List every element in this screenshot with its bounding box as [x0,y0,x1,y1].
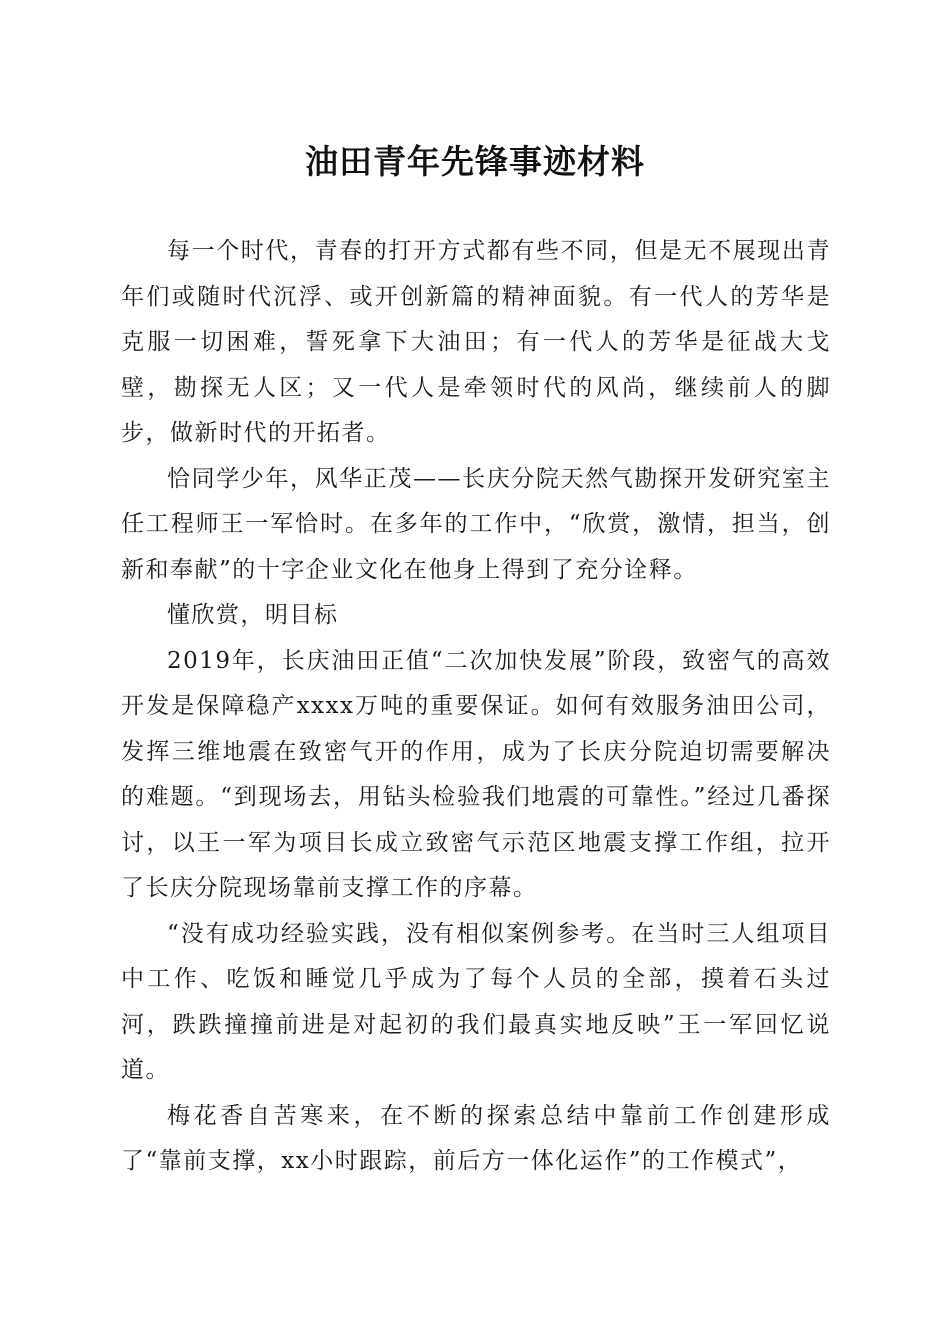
paragraph-quote: “没有成功经验实践，没有相似案例参考。在当时三人组项目中工作、吃饭和睡觉几乎成为了每个人员的全部，摸着石头过河，跌跌撞撞前进是对起初的我们最真实地反映”王一军回忆说道。 [121,920,831,1083]
document-body [121,229,831,1185]
paragraph-2019: 2019年，长庆油田正值“二次加快发展”阶段，致密气的高效开发是保障稳产xxxx万吨的重要保证。如何有效服务油田公司，发挥三维地震在致密气开的作用，成为了长庆分院迫切需要解决的难题。“到现场去，用钻头检验我们地震的可靠性。”经过几番探讨，以王一军为项目长成立致密气示范区地震支撑工作组，拉开了长庆分院现场靠前支撑工作的序幕。 [121,647,831,901]
document-title: 油田青年先锋事迹材料 [305,142,645,181]
paragraph-intro: 每一个时代，青春的打开方式都有些不同，但是无不展现出青年们或随时代沉浮、或开创新篇的精神面貌。有一代人的芳华是克服一切困难，誓死拿下大油田；有一代人的芳华是征战大戈壁，勘探无人区；又一代人是牵领时代的风尚，继续前人的脚步，做新时代的开拓者。 [121,238,831,446]
paragraph-plum-blossom: 梅花香自苦寒来，在不断的探索总结中靠前工作创建形成了“靠前支撑，xx小时跟踪，前后方一体化运作”的工作模式”， [121,1102,831,1174]
paragraph-profile: 恰同学少年，风华正茂——长庆分院天然气勘探开发研究室主任工程师王一军恰时。在多年的工作中，“欣赏，激情，担当，创新和奉献”的十字企业文化在他身上得到了充分诠释。 [121,465,831,583]
section-heading: 懂欣赏，明目标 [167,602,339,628]
